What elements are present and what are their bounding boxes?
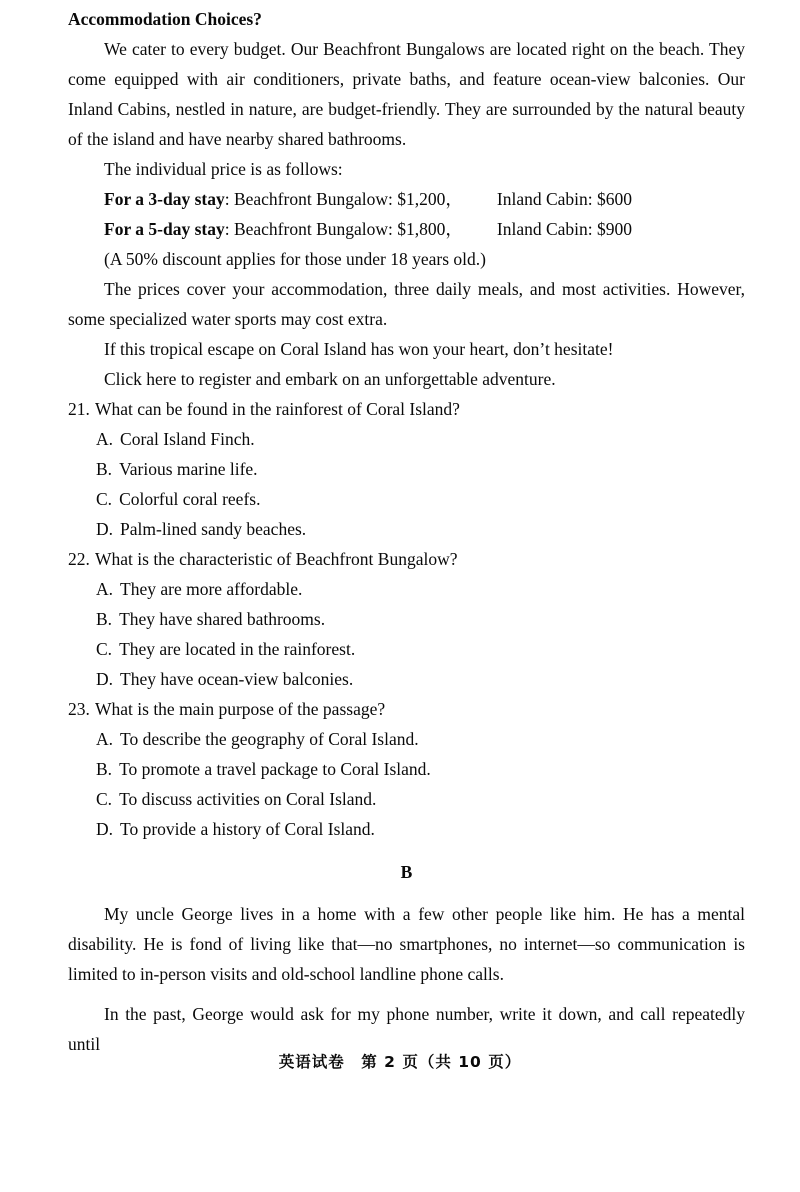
option-text: They are more affordable. [120, 579, 303, 599]
question-text: What can be found in the rainforest of Coral Island? [95, 399, 460, 419]
option-label: A. [96, 729, 114, 749]
price-intro: The individual price is as follows: [104, 159, 343, 179]
option-label: C. [96, 639, 113, 659]
question-21 [68, 394, 745, 544]
question-23-option-d [68, 814, 745, 844]
price-label: For a 3-day stay [104, 189, 225, 209]
question-22 [68, 544, 745, 694]
footer-page-label: 英语试卷 第 2 页（共 10 页） [278, 1053, 522, 1071]
question-23-option-a [68, 724, 745, 754]
passage-a-paragraph-1: We cater to every budget. Our Beachfront Bungalows are located right on the beach. They come equipped with air conditioners, private baths, and feature ocean-view balconies. Our Inland Cabins, nestled in nature, are budget-friendly. They are surrounded by the natural beauty of the island and have nearby shared bathrooms. [68, 39, 745, 149]
question-21-option-d [68, 514, 745, 544]
question-22-option-d [68, 664, 745, 694]
section-b-heading: B [400, 862, 413, 882]
discount-note: (A 50% discount applies for those under 18 years old.) [104, 249, 487, 269]
price-bungalow: : Beachfront Bungalow: $1,200， [224, 189, 463, 209]
option-text: To describe the geography of Coral Island. [120, 729, 419, 749]
option-text: They have shared bathrooms. [119, 609, 326, 629]
question-21-option-b [68, 454, 745, 484]
option-text: They are located in the rainforest. [119, 639, 356, 659]
option-label: D. [96, 819, 114, 839]
option-text: To promote a travel package to Coral Island. [119, 759, 431, 779]
option-label: A. [96, 429, 114, 449]
question-line [68, 394, 745, 424]
question-line [68, 544, 745, 574]
option-label: B. [96, 609, 113, 629]
passage-b-paragraph-2: In the past, George would ask for my phone number, write it down, and call repeatedly until [68, 1004, 745, 1054]
question-number: 21. [68, 399, 90, 419]
option-label: A. [96, 579, 114, 599]
question-22-option-b [68, 604, 745, 634]
question-23-option-c [68, 784, 745, 814]
passage-b-paragraph-1: My uncle George lives in a home with a few other people like him. He has a mental disability. He is fond of living like that—no smartphones, no internet—so communication is limited to in-person visits and old-school landline phone calls. [68, 904, 745, 984]
option-text: Palm-lined sandy beaches. [120, 519, 307, 539]
option-text: To provide a history of Coral Island. [120, 819, 375, 839]
option-label: B. [96, 759, 113, 779]
price-cabin: Inland Cabin: $600 [496, 189, 632, 209]
question-22-option-a [68, 574, 745, 604]
cta-line-2: Click here to register and embark on an unforgettable adventure. [104, 369, 556, 389]
question-21-option-c [68, 484, 745, 514]
option-label: C. [96, 489, 113, 509]
price-row-5day [68, 214, 745, 244]
question-21-option-a [68, 424, 745, 454]
question-number: 22. [68, 549, 90, 569]
price-row-3day [68, 184, 745, 214]
price-bungalow: : Beachfront Bungalow: $1,800， [224, 219, 463, 239]
option-label: C. [96, 789, 113, 809]
option-label: D. [96, 519, 114, 539]
option-text: They have ocean-view balconies. [120, 669, 354, 689]
question-line [68, 694, 745, 724]
option-label: B. [96, 459, 113, 479]
passage-a-paragraph-2: The prices cover your accommodation, three daily meals, and most activities. However, some specialized water sports may cost extra. [68, 279, 745, 329]
passage-a-heading: Accommodation Choices? [68, 9, 262, 29]
question-number: 23. [68, 699, 90, 719]
option-text: Various marine life. [119, 459, 258, 479]
option-text: Coral Island Finch. [120, 429, 255, 449]
option-label: D. [96, 669, 114, 689]
cta-line-1: If this tropical escape on Coral Island has won your heart, don’t hesitate! [104, 339, 614, 359]
question-text: What is the characteristic of Beachfront Bungalow? [95, 549, 458, 569]
question-23 [68, 694, 745, 844]
question-23-option-b [68, 754, 745, 784]
option-text: Colorful coral reefs. [119, 489, 261, 509]
price-label: For a 5-day stay [104, 219, 225, 239]
question-22-option-c [68, 634, 745, 664]
price-cabin: Inland Cabin: $900 [496, 219, 632, 239]
option-text: To discuss activities on Coral Island. [119, 789, 377, 809]
question-text: What is the main purpose of the passage? [95, 699, 386, 719]
